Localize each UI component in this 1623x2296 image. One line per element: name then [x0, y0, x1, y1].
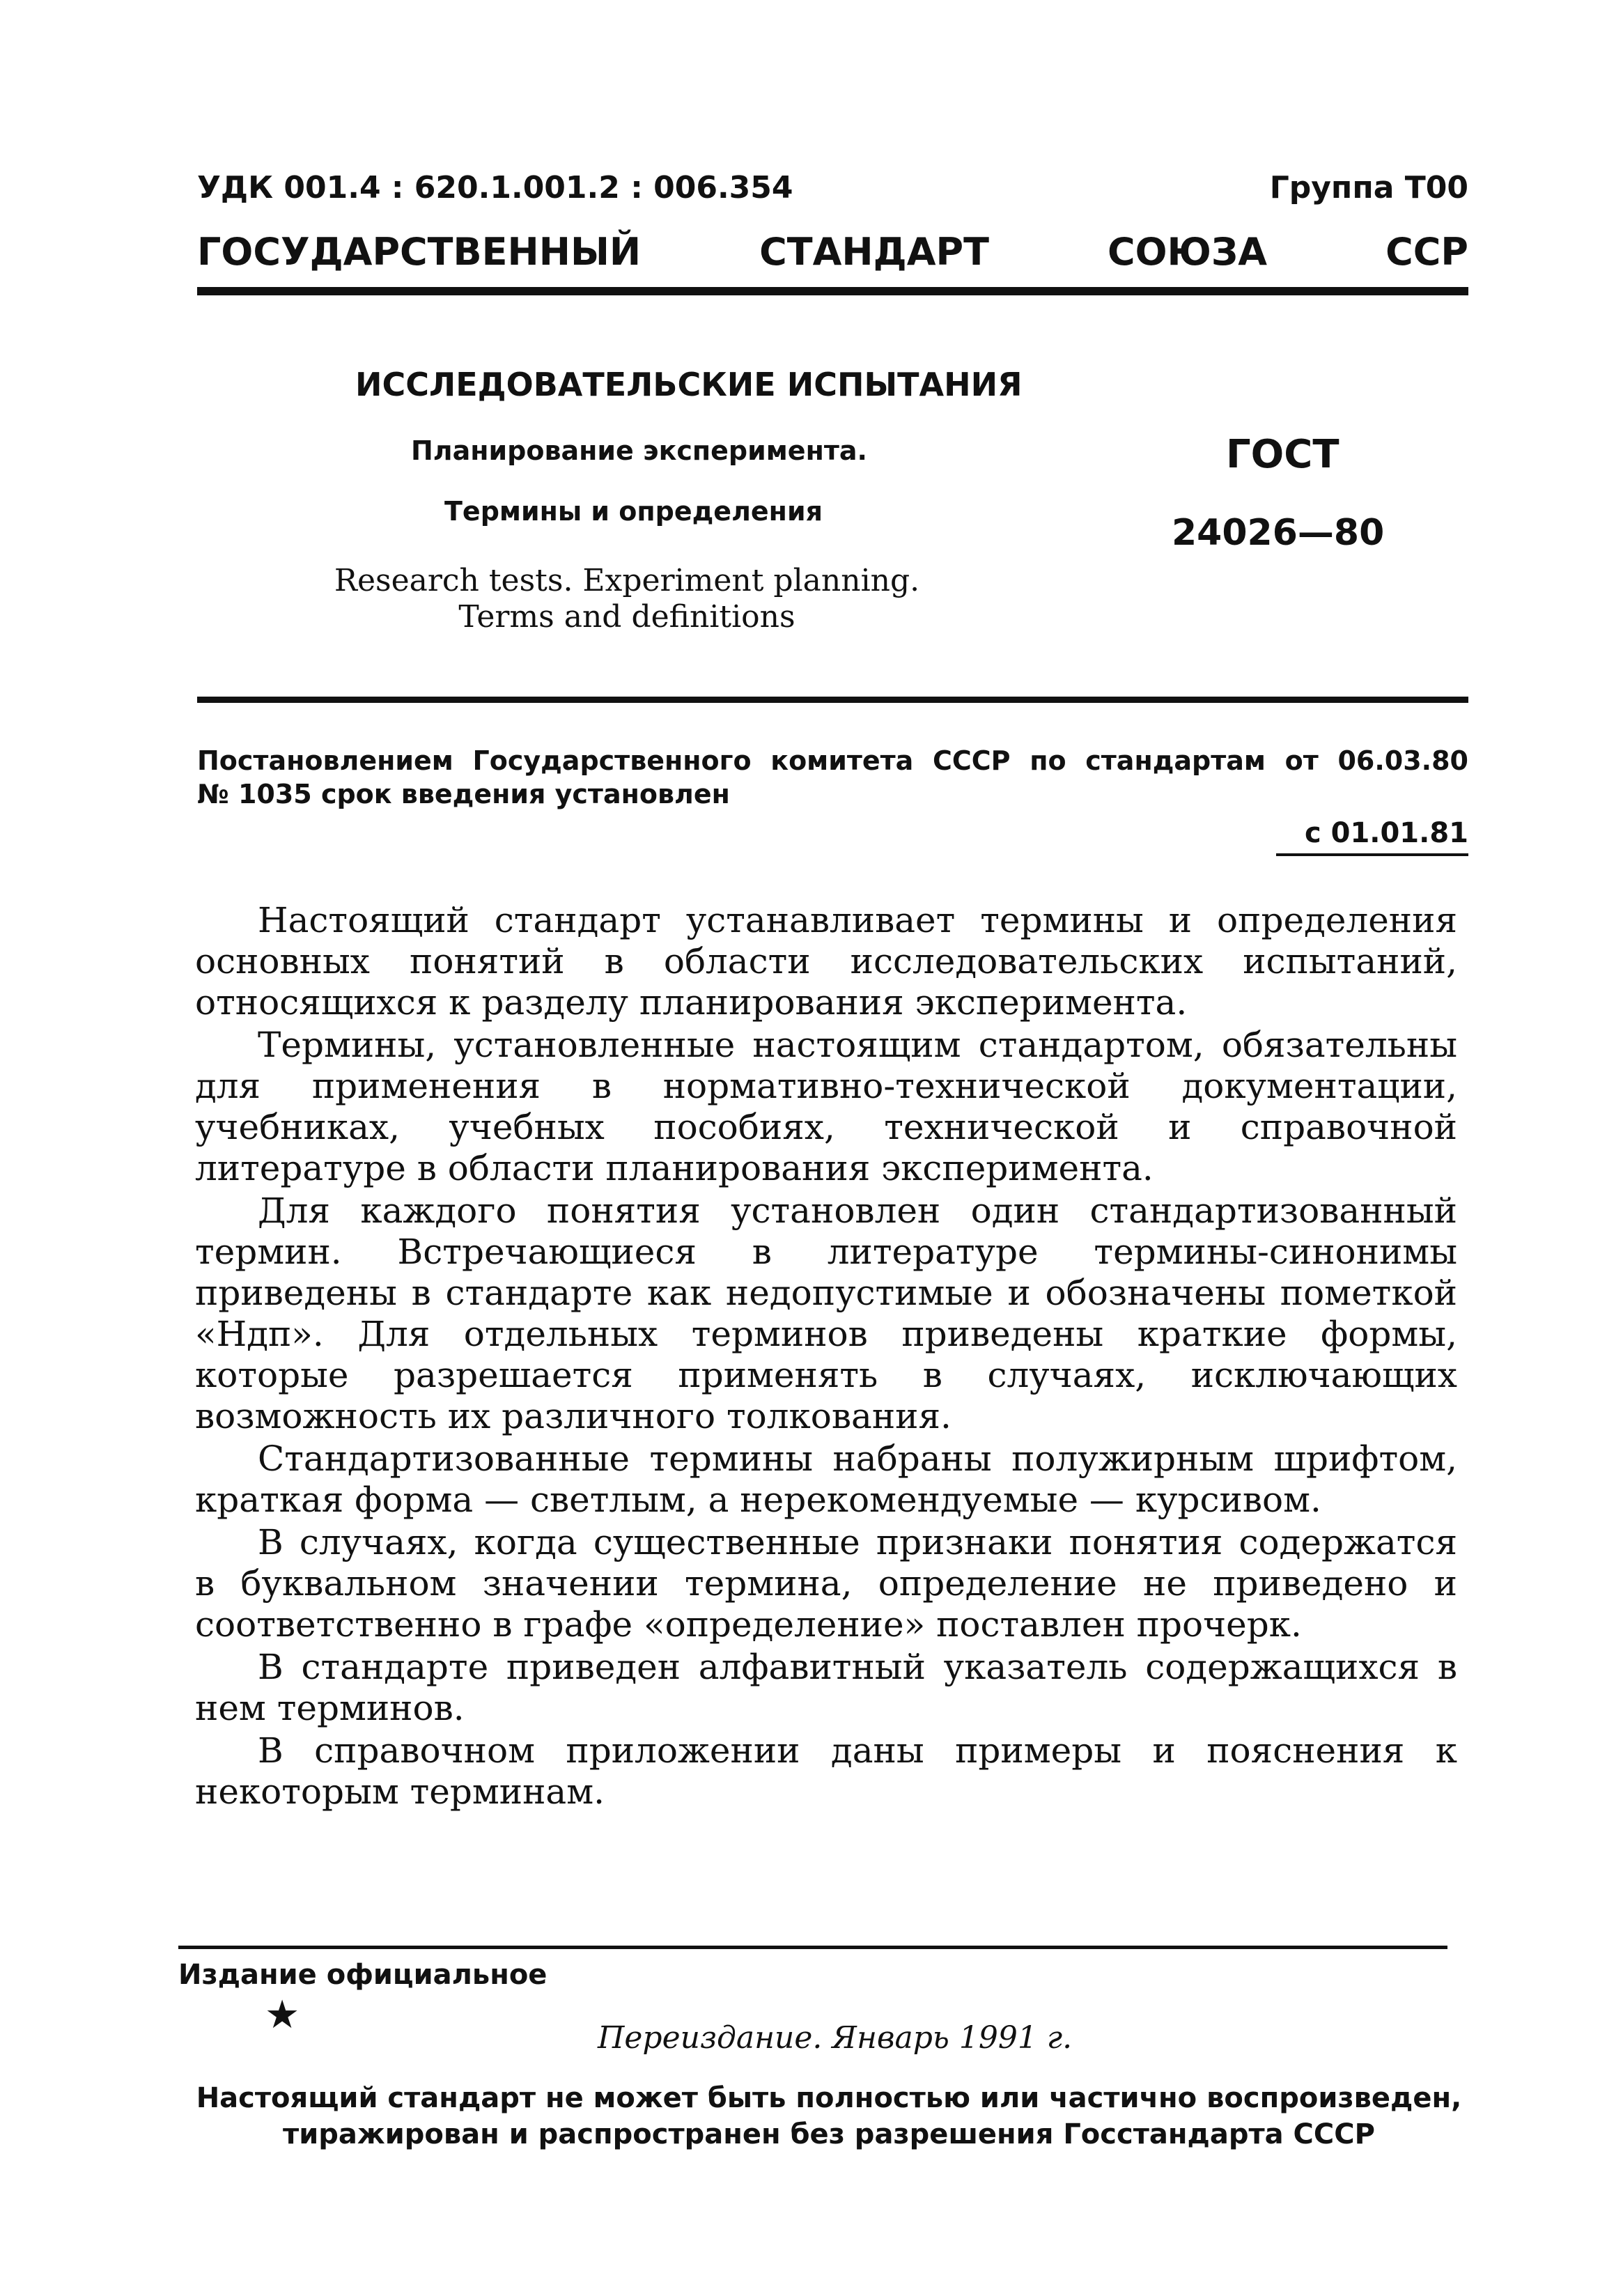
- banner-rule: [197, 287, 1468, 295]
- footer-rule: [178, 1946, 1447, 1949]
- english-title-line-2: Terms and definitions: [458, 599, 795, 635]
- decree-word: по: [1030, 745, 1066, 776]
- reissue-note: Переиздание. Январь 1991 г.: [598, 2020, 1073, 2056]
- group-code: Группа Т00: [1269, 170, 1468, 205]
- star-icon: ★: [265, 1992, 300, 2038]
- copyright-notice: [139, 2080, 1519, 2152]
- decree-line-2: № 1035 срок введения установлен: [197, 779, 730, 809]
- paragraph: Для каждого понятия установлен один стандартизованный термин. Встречающиеся в литературе термины-синонимы приведены в стандарте как недопустимые и обозначены пометкой «Ндп». Для отдельных терминов приведены краткие формы, которые разрешается применять в случаях, исключающих возможность их различного толкования.: [195, 1190, 1457, 1436]
- paragraph: Стандартизованные термины набраны полужирным шрифтом, краткая форма — светлым, а нерекомендуемые — курсивом.: [195, 1438, 1457, 1520]
- english-title-line-1: Research tests. Experiment planning.: [334, 563, 920, 598]
- decree-line-1: [197, 745, 1468, 776]
- gost-label: ГОСТ: [1226, 432, 1339, 477]
- decree-word: комитета: [770, 745, 914, 776]
- effective-date: с 01.01.81: [1304, 817, 1468, 849]
- body-text: [195, 900, 1457, 1814]
- notice-line-1: Настоящий стандарт не может быть полностью или частично воспроизведен,: [196, 2082, 1462, 2114]
- banner-word: СТАНДАРТ: [759, 230, 989, 274]
- udk-code: УДК 001.4 : 620.1.001.2 : 006.354: [197, 170, 793, 205]
- standard-banner: [197, 230, 1468, 274]
- subtitle-2: Термины и определения: [444, 496, 823, 527]
- paragraph: В стандарте приведен алфавитный указатель содержащихся в нем терминов.: [195, 1647, 1457, 1728]
- title-rule: [197, 697, 1468, 703]
- gost-number: 24026—80: [1172, 512, 1385, 554]
- banner-word: ССР: [1385, 230, 1468, 274]
- official-edition-label: Издание официальное: [178, 1959, 548, 1991]
- english-title: [320, 563, 933, 635]
- decree-word: от: [1284, 745, 1319, 776]
- date-underline: [1276, 853, 1468, 856]
- banner-word: ГОСУДАРСТВЕННЫЙ: [197, 230, 642, 274]
- subtitle-1: Планирование эксперимента.: [411, 435, 867, 466]
- decree-word: 06.03.80: [1337, 745, 1468, 776]
- paragraph: В случаях, когда существенные признаки понятия содержатся в буквальном значении термина, определение не приведено и соответственно в графе «определение» поставлен прочерк.: [195, 1522, 1457, 1645]
- document-title: ИССЛЕДОВАТЕЛЬСКИЕ ИСПЫТАНИЯ: [355, 366, 1023, 403]
- notice-line-2: тиражирован и распространен без разрешения Госстандарта СССР: [283, 2118, 1375, 2150]
- paragraph: Настоящий стандарт устанавливает термины и определения основных понятий в области исследовательских испытаний, относящихся к разделу планирования эксперимента.: [195, 900, 1457, 1023]
- decree-word: Государственного: [472, 745, 752, 776]
- decree-word: Постановлением: [197, 745, 453, 776]
- paragraph: Термины, установленные настоящим стандартом, обязательны для применения в нормативно-технической документации, учебниках, учебных пособиях, технической и справочной литературе в области планирования эксперимента.: [195, 1025, 1457, 1188]
- decree-word: стандартам: [1085, 745, 1266, 776]
- paragraph: В справочном приложении даны примеры и пояснения к некоторым терминам.: [195, 1730, 1457, 1812]
- banner-word: СОЮЗА: [1108, 230, 1268, 274]
- decree-word: СССР: [933, 745, 1011, 776]
